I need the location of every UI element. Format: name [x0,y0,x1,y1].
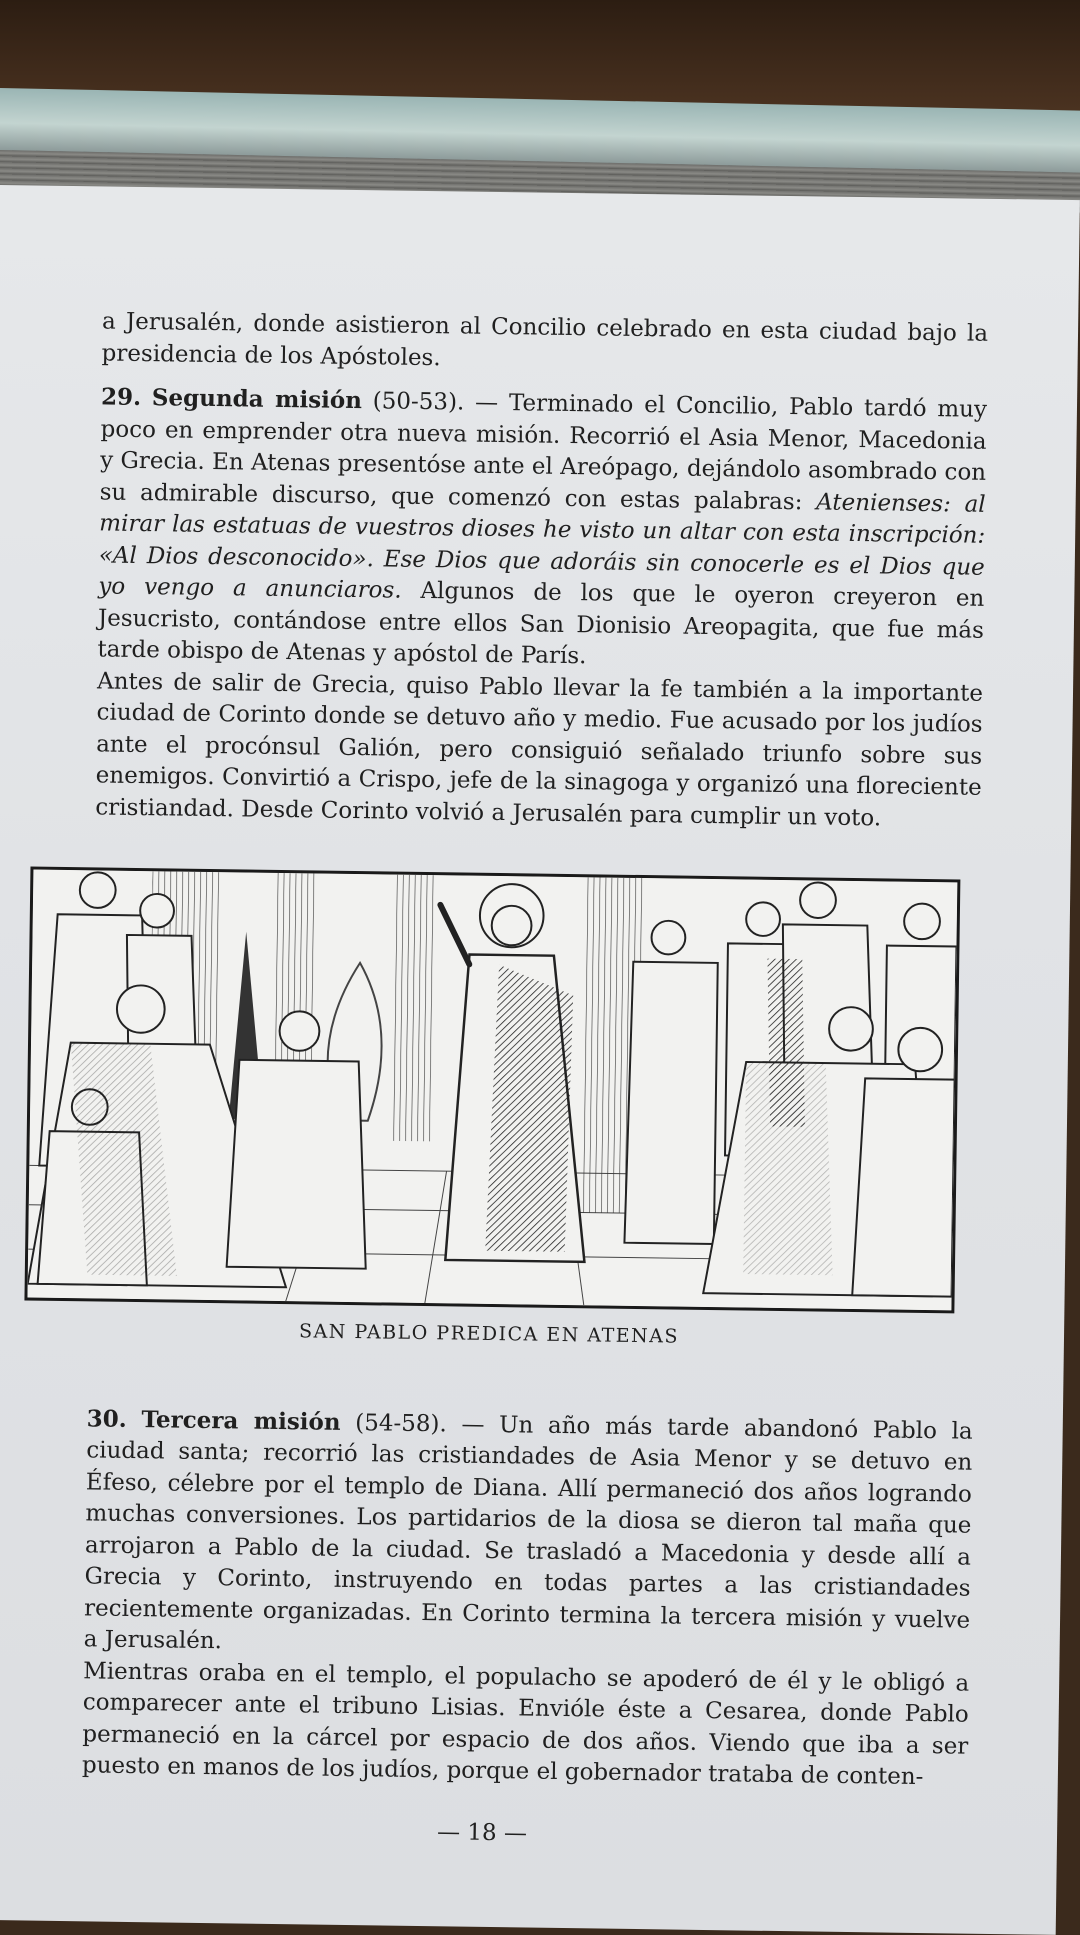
section-30-text: (54-58). — Un año más tarde abandonó Pablo la ciudad santa; recorrió las cristiandades de Asia Menor y se detuvo en Éfeso, célebre por el templo de Diana. Allí permaneció dos años logrando muchas conversiones. Los partidarios de la diosa se dieron tal maña que arrojaron a Pablo de la ciudad. Se trasladó a Macedonia y desde allí a Grecia y Corinto, instruyendo en todas partes a las cristiandades recientemente organizadas. En Corinto termina la tercera misión y vuelve a Jerusalén. [83,1409,973,1655]
section-29-paragraph [97,381,987,678]
intro-paragraph: a Jerusalén, donde asistieron al Concilio celebrado en esta ciudad bajo la presidencia de los Apóstoles. [101,308,989,371]
section-30-number: 30. [86,1404,127,1433]
section-29-rest: Algunos de los que le oyeron creyeron en Jesucristo, contándose entre ellos San Dionisio Areopagita, que fue más tarde obispo de Atenas y apóstol de París. [97,577,985,670]
illustration-caption: SAN PABLO PREDICA EN ATENAS [298,1320,680,1348]
section-30-heading: Tercera misión [141,1405,341,1436]
illustration-san-pablo [24,866,960,1313]
section-29-paragraph-2: Antes de salir de Grecia, quiso Pablo llevar la fe también a la importante ciudad de Corinto donde se detuvo año y medio. Fue acusado por los judíos ante el procónsul Galión, pero consiguió señalado triunfo sobre sus enemigos. Convirtió a Crispo, jefe de la sinagoga y organizó una floreciente cristiandad. Desde Corinto volvió a Jerusalén para cumplir un voto. [95,667,984,831]
section-29-heading: Segunda misión [151,384,363,415]
book-page [0,185,1080,1935]
section-29-quote: Atenienses: al mirar las estatuas de vuestros dioses he visto un altar con esta inscripción: «Al Dios desconocido». Ese Dios que adoráis sin conocerle es el Dios que yo vengo a anunciaros. [98,488,986,604]
page-number: — 18 — [436,1818,528,1847]
page-content [81,306,988,1855]
section-30-paragraph [83,1403,972,1668]
section-29-number: 29. [100,383,142,411]
section-29-text: (50-53). — Terminado el Concilio, Pablo tardó muy poco en emprender otra nueva misión. Recorrió el Asia Menor, Macedonia y Grecia. En Atenas presentóse ante el Areópago, dejándolo asombrado con su admirable discurso, que comenzó con estas palabras: [99,388,988,515]
section-30-paragraph-2: Mientras oraba en el templo, el populacho se apoderó de él y le obligó a comparecer ante el tribuno Lisias. Envióle éste a Cesarea, donde Pablo permaneció en la cárcel por espacio de dos años. Viendo que iba a ser puesto en manos de los judíos, porque el gobernador trataba de conten- [81,1657,970,1791]
illustration-drawing [27,870,957,1311]
